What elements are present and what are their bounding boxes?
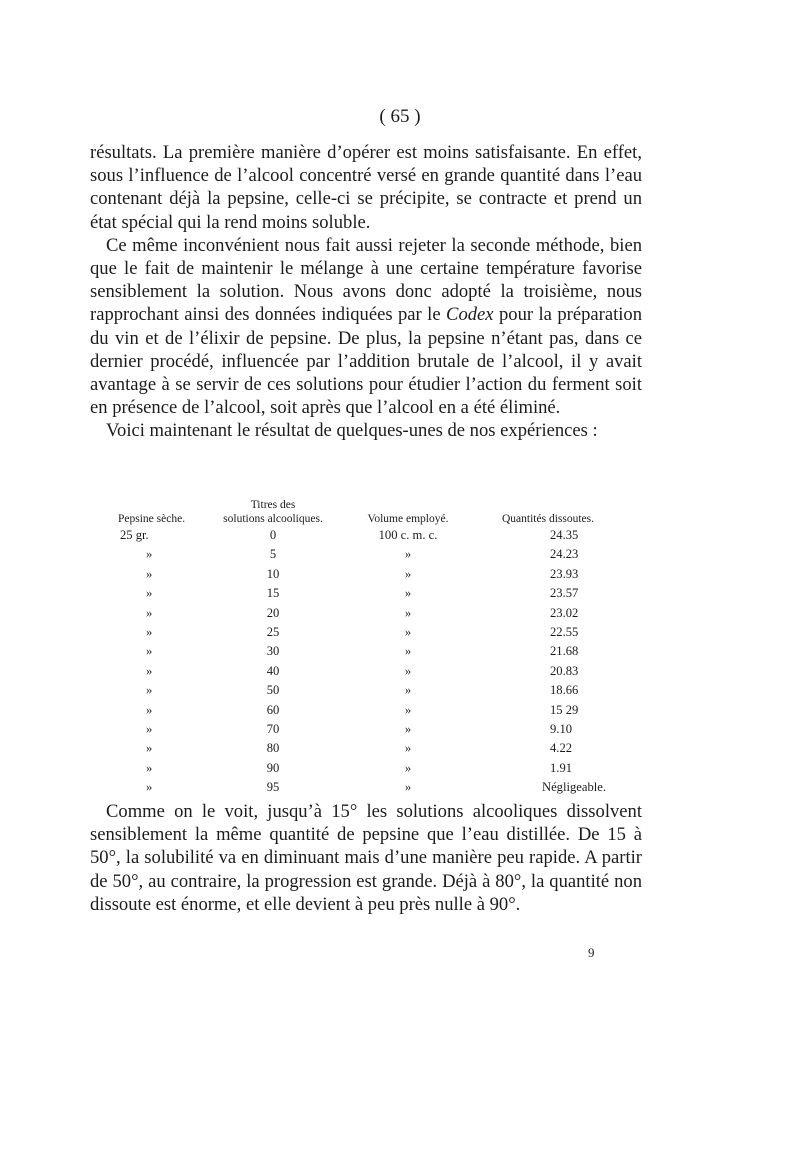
- cell-titre: 60: [266, 702, 280, 717]
- cell-quantite: [478, 623, 618, 642]
- cell-titre: 0: [269, 528, 277, 542]
- body-text-bottom: [90, 800, 642, 916]
- cell-quantite-value: 24.35: [550, 528, 579, 542]
- cell-quantite: [478, 642, 618, 661]
- page-number: ( 65 ): [379, 106, 421, 127]
- cell-quantite-value: 24.23: [550, 547, 579, 562]
- codex-word: Codex: [446, 304, 494, 326]
- cell-volume: »: [404, 566, 412, 581]
- cell-volume: »: [404, 605, 412, 620]
- paragraph-2: [90, 234, 642, 420]
- cell-quantite: [478, 565, 618, 584]
- cell-pepsine: »: [146, 605, 153, 620]
- cell-volume: »: [404, 663, 412, 678]
- header-titres-line1: Titres des: [250, 499, 296, 511]
- table-row: [118, 545, 618, 564]
- cell-titre: 70: [266, 722, 280, 737]
- cell-quantite: [478, 526, 618, 545]
- table-row: [118, 778, 618, 797]
- cell-titre: 10: [266, 566, 280, 581]
- cell-quantite-value: 1.91: [550, 760, 573, 775]
- cell-volume: »: [404, 741, 412, 756]
- paragraph-2-text-cont: pour la préparation du vin et de l’élixir de pepsine. De plus, la pepsine n’étant pas, dans ce dernier procédé, influencée par l’addition brutale de l’alcool, il y avait avantage à se servir de ces solutions pour étudier l’action du ferment soit en présence de l’alcool, soit après que l’alcool en a été éliminé.: [90, 304, 643, 419]
- header-titres-line2: solutions alcooliques.: [223, 513, 323, 525]
- table-row: [118, 739, 618, 758]
- cell-volume: »: [404, 722, 412, 737]
- table-row: [118, 642, 618, 661]
- cell-pepsine: »: [146, 566, 153, 581]
- body-text-top: [90, 141, 642, 443]
- cell-quantite-value: 20.83: [550, 663, 579, 678]
- paragraph-3: Voici maintenant le résultat de quelques-unes de nos expériences :: [106, 420, 598, 442]
- cell-quantite: [478, 759, 618, 778]
- table-row: [118, 604, 618, 623]
- cell-quantite-value: 4.22: [550, 741, 573, 756]
- cell-quantite-value: 9.10: [550, 722, 573, 737]
- signature-mark: 9: [588, 945, 595, 960]
- cell-titre: 90: [266, 760, 280, 775]
- table-row: [118, 662, 618, 681]
- cell-quantite: [478, 720, 618, 739]
- paragraph-1: résultats. La première manière d’opérer est moins satisfaisante. En effet, sous l’influence de l’alcool concentré versé en grande quantité dans l’eau contenant déjà la pepsine, celle-ci se précipite, se contracte et prend un état spécial qui la rend moins soluble.: [90, 142, 642, 233]
- header-quantites: Quantités dissoutes.: [502, 513, 594, 525]
- cell-pepsine: 25 gr.: [120, 528, 149, 542]
- cell-pepsine: »: [146, 683, 153, 698]
- table-row: [118, 759, 618, 778]
- cell-pepsine: »: [146, 586, 153, 601]
- cell-volume: »: [404, 547, 412, 562]
- cell-volume: »: [404, 683, 412, 698]
- cell-quantite: [478, 604, 618, 623]
- cell-pepsine: »: [146, 663, 153, 678]
- cell-pepsine: »: [146, 741, 153, 756]
- cell-volume: »: [404, 644, 412, 659]
- cell-quantite: [478, 584, 618, 603]
- cell-quantite-value: 21.68: [550, 644, 579, 659]
- cell-quantite: [478, 681, 618, 700]
- header-pepsine: Pepsine sèche.: [118, 513, 186, 525]
- cell-titre: 15: [266, 586, 280, 601]
- cell-titre: 80: [266, 741, 280, 756]
- cell-quantite-value: 23.02: [550, 605, 579, 620]
- cell-quantite: [478, 778, 618, 797]
- cell-titre: 50: [266, 683, 280, 698]
- cell-quantite: [478, 739, 618, 758]
- cell-volume: »: [404, 760, 412, 775]
- cell-volume: »: [404, 586, 412, 601]
- paragraph-2-text: Ce même inconvénient nous fait aussi rejeter la seconde méthode, bien que le fait de maintenir le mélange à une certaine température favorise sensiblement la solution. Nous avons donc adopté la troisième, nous rapprochant ainsi des données indiquées par le: [90, 234, 642, 326]
- table-row: [118, 565, 618, 584]
- cell-titre: 95: [266, 780, 280, 795]
- header-titres: [208, 498, 338, 526]
- cell-titre: 25: [266, 625, 280, 640]
- cell-pepsine: »: [146, 547, 153, 562]
- cell-volume: »: [404, 780, 412, 795]
- cell-pepsine: »: [146, 625, 153, 640]
- cell-quantite-value: 23.57: [550, 586, 579, 601]
- cell-volume: »: [404, 625, 412, 640]
- results-table: [118, 492, 618, 798]
- cell-pepsine: »: [146, 760, 153, 775]
- cell-pepsine: »: [146, 722, 153, 737]
- cell-quantite-value: 22.55: [550, 625, 579, 640]
- cell-pepsine: »: [146, 780, 153, 795]
- cell-pepsine: »: [146, 702, 153, 717]
- cell-volume: »: [404, 702, 412, 717]
- cell-titre: 40: [266, 663, 280, 678]
- cell-quantite-value: Négligeable.: [542, 780, 606, 795]
- cell-quantite: [478, 545, 618, 564]
- cell-quantite: [478, 701, 618, 720]
- table-row: [118, 701, 618, 720]
- cell-volume: 100 c. m. c.: [378, 528, 438, 542]
- paragraph-4: Comme on le voit, jusqu’à 15° les solutions alcooliques dissolvent sensiblement la même quantité de pepsine que l’eau distillée. De 15 à 50°, la solubilité va en diminuant mais d’une manière peu rapide. A partir de 50°, au contraire, la progression est grande. Déjà à 80°, la quantité non dissoute est énorme, et elle devient à peu près nulle à 90°.: [90, 801, 642, 915]
- cell-titre: 20: [266, 605, 280, 620]
- cell-quantite: [478, 662, 618, 681]
- cell-quantite-value: 15 29: [550, 702, 579, 717]
- table-row: [118, 526, 618, 545]
- table-row: [118, 623, 618, 642]
- cell-quantite-value: 18.66: [550, 683, 579, 698]
- table-body: [118, 526, 618, 798]
- cell-titre: 5: [269, 547, 277, 562]
- header-volume: Volume employé.: [367, 513, 449, 525]
- table-header: [118, 492, 618, 526]
- table-row: [118, 584, 618, 603]
- cell-titre: 30: [266, 644, 280, 659]
- table-row: [118, 720, 618, 739]
- table-row: [118, 681, 618, 700]
- cell-quantite-value: 23.93: [550, 566, 579, 581]
- cell-pepsine: »: [146, 644, 153, 659]
